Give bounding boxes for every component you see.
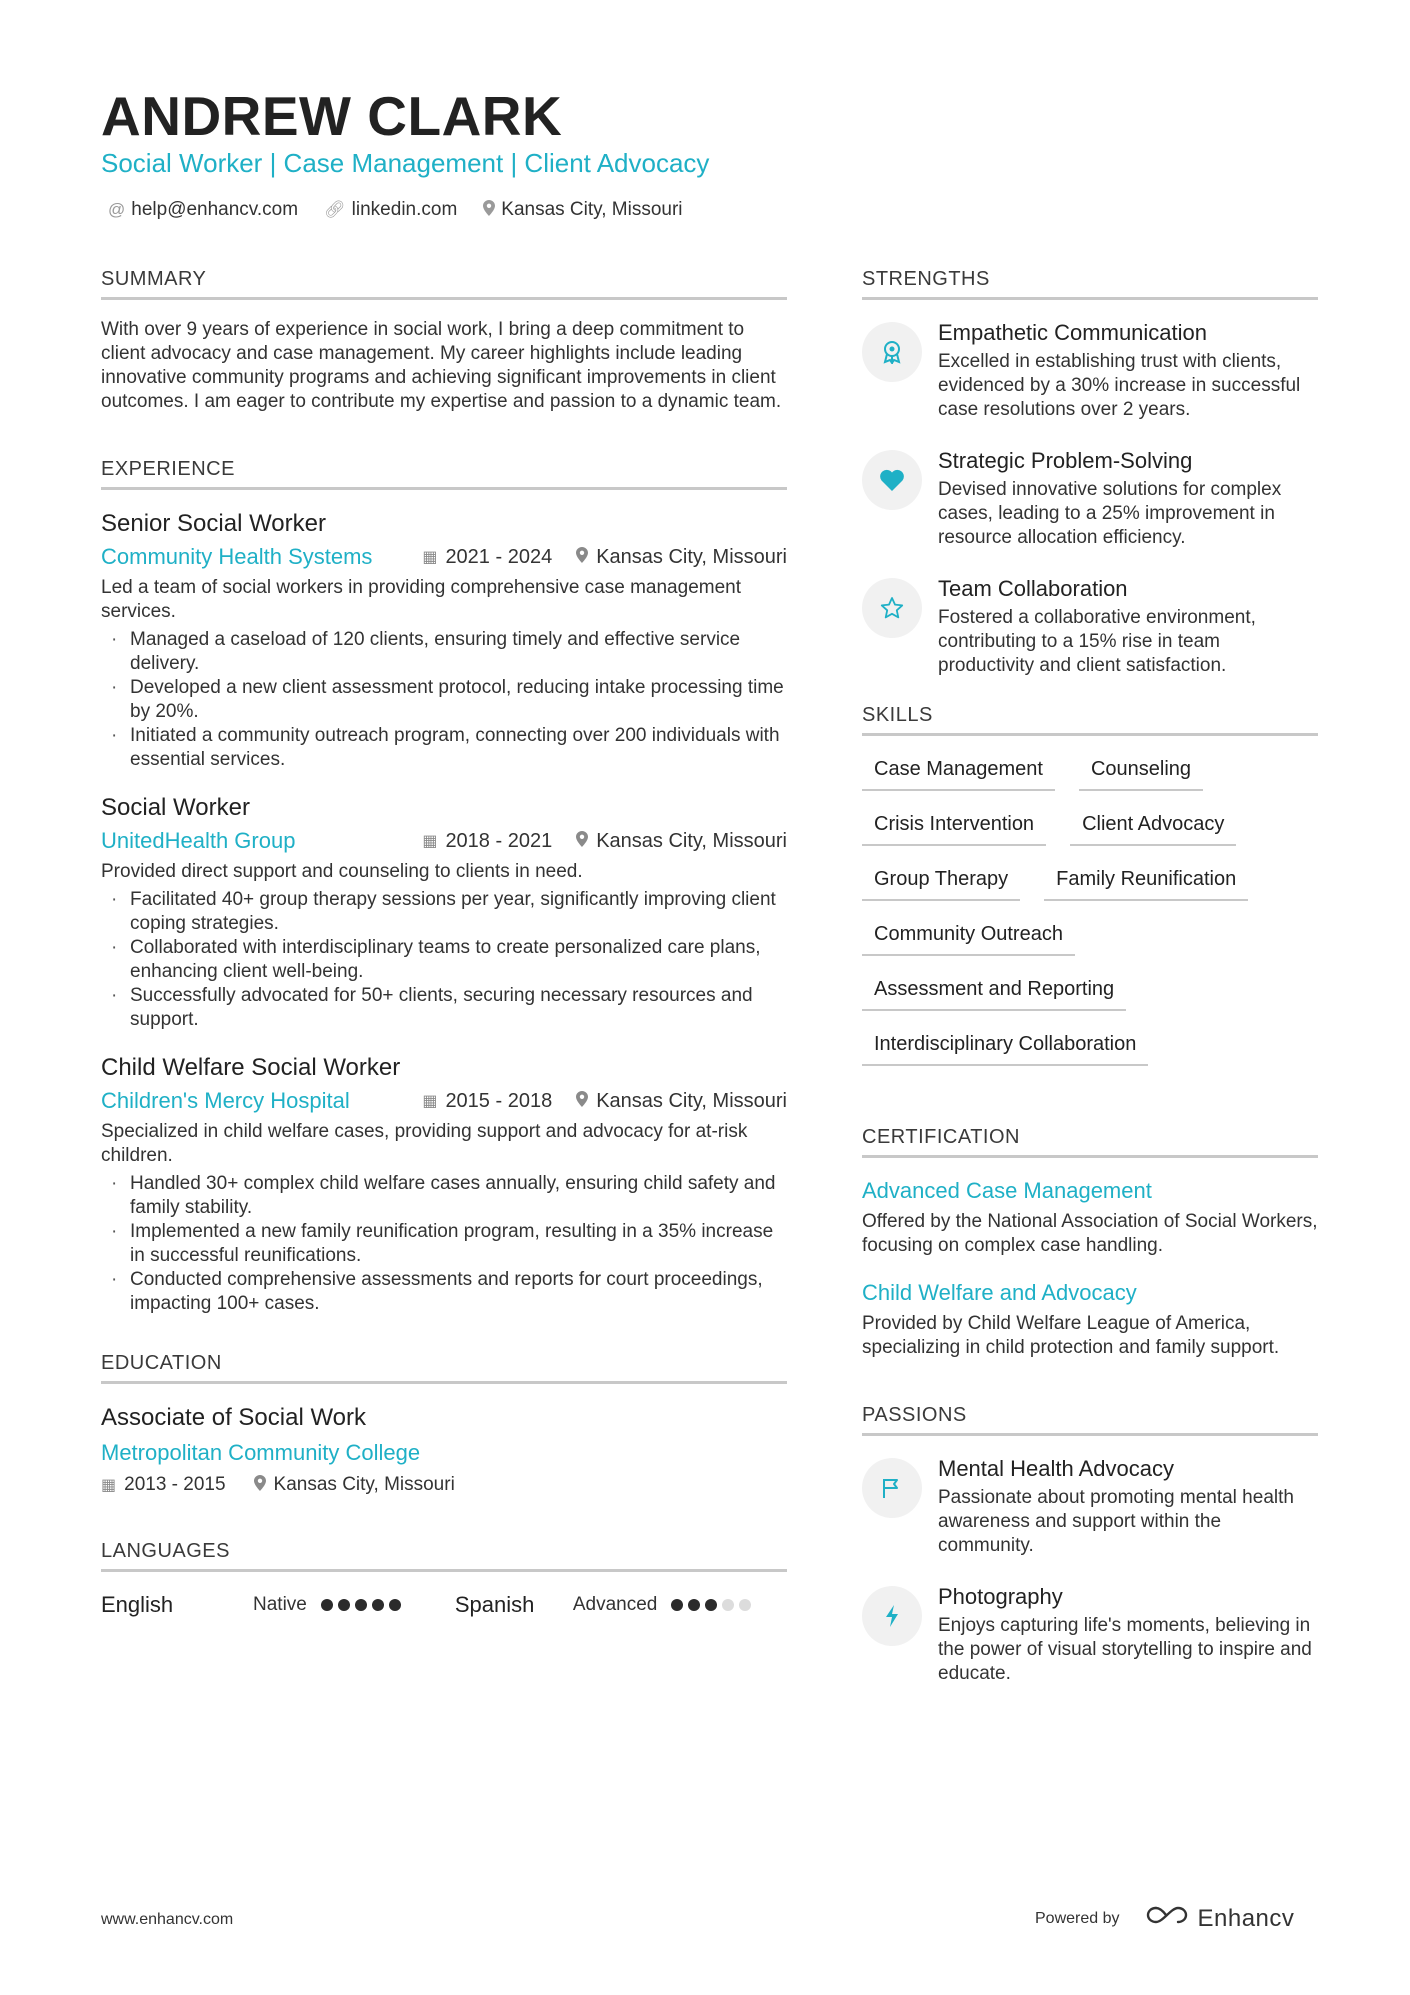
skill-tag: Case Management xyxy=(862,758,1055,791)
job-company: Children's Mercy Hospital xyxy=(101,1088,350,1113)
job-description: Led a team of social workers in providing comprehensive case management services. xyxy=(101,577,741,622)
job-meta xyxy=(101,828,787,854)
job-bullet: · Managed a caseload of 120 clients, ensuring timely and effective service delivery. xyxy=(101,628,787,676)
left-column xyxy=(101,268,787,1618)
job-dates: ▦ 2015 - 2018 xyxy=(422,1089,553,1112)
experience-heading: EXPERIENCE xyxy=(101,458,787,490)
job-location: Kansas City, Missouri xyxy=(576,546,787,569)
job-meta xyxy=(101,544,787,570)
job-bullet: · Conducted comprehensive assessments and reports for court proceedings, impacting 100+ cases. xyxy=(101,1268,787,1316)
passion-title: Mental Health Advocacy xyxy=(938,1456,1175,1481)
job-location: Kansas City, Missouri xyxy=(576,830,787,853)
certification-item xyxy=(862,1178,1318,1258)
candidate-title: Social Worker | Case Management | Client Advocacy xyxy=(101,148,710,178)
job-title: Social Worker xyxy=(101,794,250,821)
strength-item xyxy=(862,448,1318,550)
language-level: Advanced xyxy=(572,1594,658,1615)
contact-email-text: help@enhancv.com xyxy=(131,199,299,220)
footer-branding xyxy=(1035,1904,1294,1933)
job-location: Kansas City, Missouri xyxy=(576,1090,787,1113)
job-bullet: · Successfully advocated for 50+ clients, securing necessary resources and support. xyxy=(101,984,787,1032)
job-description: Provided direct support and counseling to clients in need. xyxy=(101,861,583,882)
rating-dot-filled xyxy=(372,1599,384,1611)
job-bullets xyxy=(101,1172,787,1316)
certification-section xyxy=(862,1126,1318,1360)
skill-tag: Family Reunification xyxy=(1044,868,1248,901)
skill-tag: Crisis Intervention xyxy=(862,813,1046,846)
contact-linkedin-text: linkedin.com xyxy=(351,199,458,220)
job-title: Senior Social Worker xyxy=(101,510,326,537)
contact-location xyxy=(483,199,682,221)
strength-text: Excelled in establishing trust with clients, evidenced by a 30% increase in successful case resolutions over 2 years. xyxy=(938,351,1301,420)
summary-section xyxy=(101,268,787,414)
skill-tag: Assessment and Reporting xyxy=(862,978,1126,1011)
contact-linkedin[interactable] xyxy=(324,199,457,221)
rating-dot-filled xyxy=(688,1599,700,1611)
job-description: Specialized in child welfare cases, providing support and advocacy for at-risk children. xyxy=(101,1121,748,1166)
rating-dot-filled xyxy=(705,1599,717,1611)
calendar-icon: ▦ xyxy=(422,1093,438,1110)
job-bullet: · Handled 30+ complex child welfare cases annually, ensuring child safety and family stability. xyxy=(101,1172,787,1220)
skills-section xyxy=(862,704,1318,1066)
languages-heading: LANGUAGES xyxy=(101,1540,787,1572)
job-bullet: · Developed a new client assessment protocol, reducing intake processing time by 20%. xyxy=(101,676,787,724)
job-bullet: · Collaborated with interdisciplinary teams to create personalized care plans, enhancing client well-being. xyxy=(101,936,787,984)
certification-title: Advanced Case Management xyxy=(862,1178,1152,1203)
flag-icon xyxy=(862,1458,922,1518)
rating-dot-empty xyxy=(739,1599,751,1611)
job-dates: ▦ 2021 - 2024 xyxy=(422,545,553,568)
job-bullet: · Facilitated 40+ group therapy sessions per year, significantly improving client coping strategies. xyxy=(101,888,787,936)
passion-item xyxy=(862,1584,1318,1686)
certification-text: Provided by Child Welfare League of America, specializing in child protection and family support. xyxy=(862,1313,1280,1358)
language-level: Native xyxy=(253,1594,307,1615)
experience-item xyxy=(101,794,787,1032)
education-section xyxy=(101,1352,787,1496)
rating-dot-empty xyxy=(722,1599,734,1611)
experience-item xyxy=(101,510,787,772)
rating-dot-filled xyxy=(321,1599,333,1611)
strength-title: Team Collaboration xyxy=(938,576,1128,601)
calendar-icon: ▦ xyxy=(422,549,438,566)
job-meta xyxy=(101,1088,787,1114)
location-icon xyxy=(254,1475,266,1496)
contact-email[interactable] xyxy=(108,199,298,221)
skills-list xyxy=(862,758,1318,1066)
strength-text: Devised innovative solutions for complex cases, leading to a 25% improvement in resource allocation efficiency. xyxy=(938,479,1282,548)
candidate-name: ANDREW CLARK xyxy=(101,85,563,147)
footer-website[interactable]: www.enhancv.com xyxy=(101,1911,234,1928)
job-bullets xyxy=(101,628,787,772)
education-degree: Associate of Social Work xyxy=(101,1404,366,1431)
certification-text: Offered by the National Association of Social Workers, focusing on complex case handling. xyxy=(862,1211,1318,1256)
rating-dot-filled xyxy=(338,1599,350,1611)
languages-row xyxy=(101,1592,787,1618)
right-column xyxy=(862,268,1318,1712)
strengths-heading: STRENGTHS xyxy=(862,268,1318,300)
job-company: UnitedHealth Group xyxy=(101,828,296,853)
job-bullet: · Implemented a new family reunification program, resulting in a 35% increase in successful reunifications. xyxy=(101,1220,787,1268)
certification-heading: CERTIFICATION xyxy=(862,1126,1318,1158)
education-heading: EDUCATION xyxy=(101,1352,787,1384)
passion-text: Passionate about promoting mental health awareness and support within the community. xyxy=(938,1487,1294,1556)
education-meta xyxy=(101,1474,787,1496)
at-icon: @ xyxy=(108,200,126,219)
passions-section xyxy=(862,1404,1318,1686)
location-icon xyxy=(576,831,588,852)
rating-dot-filled xyxy=(355,1599,367,1611)
summary-heading: SUMMARY xyxy=(101,268,787,300)
strength-text: Fostered a collaborative environment, contributing to a 15% rise in team productivity and client satisfaction. xyxy=(938,607,1256,676)
language-name: Spanish xyxy=(454,1592,535,1617)
certification-title: Child Welfare and Advocacy xyxy=(862,1280,1137,1305)
strengths-section xyxy=(862,268,1318,678)
skill-tag: Counseling xyxy=(1079,758,1203,791)
passion-title: Photography xyxy=(938,1584,1063,1609)
experience-item xyxy=(101,1054,787,1316)
skill-tag: Interdisciplinary Collaboration xyxy=(862,1033,1148,1066)
language-rating xyxy=(321,1599,401,1611)
skills-heading: SKILLS xyxy=(862,704,1318,736)
language-rating xyxy=(671,1599,751,1611)
powered-by-label: Powered by xyxy=(1035,1909,1120,1927)
heart-icon xyxy=(862,450,922,510)
location-icon xyxy=(576,547,588,568)
strength-title: Empathetic Communication xyxy=(938,320,1208,345)
job-title: Child Welfare Social Worker xyxy=(101,1054,401,1081)
job-bullets xyxy=(101,888,787,1032)
language-name: English xyxy=(101,1592,174,1617)
experience-section xyxy=(101,458,787,1316)
summary-text: With over 9 years of experience in social work, I bring a deep commitment to client advocacy and case management. My career highlights include leading innovative community programs and achieving significant improvements in client outcomes. I am eager to contribute my expertise and passion to a dynamic team. xyxy=(101,319,782,412)
contact-list xyxy=(108,199,683,221)
award-icon xyxy=(862,322,922,382)
strength-item xyxy=(862,320,1318,422)
rating-dot-filled xyxy=(671,1599,683,1611)
job-bullet: · Initiated a community outreach program, connecting over 200 individuals with essential services. xyxy=(101,724,787,772)
brand-name: Enhancv xyxy=(1197,1904,1295,1932)
calendar-icon: ▦ xyxy=(101,1477,117,1494)
languages-section xyxy=(101,1540,787,1618)
calendar-icon: ▦ xyxy=(422,833,438,850)
education-location: Kansas City, Missouri xyxy=(254,1474,455,1496)
skill-tag: Group Therapy xyxy=(862,868,1020,901)
strength-title: Strategic Problem-Solving xyxy=(938,448,1193,473)
location-icon xyxy=(483,200,495,221)
education-school: Metropolitan Community College xyxy=(101,1440,421,1465)
job-company: Community Health Systems xyxy=(101,544,373,569)
passion-item xyxy=(862,1456,1318,1558)
rating-dot-filled xyxy=(389,1599,401,1611)
link-icon: 🔗︎ xyxy=(324,200,346,219)
skill-tag: Client Advocacy xyxy=(1070,813,1236,846)
education-dates: ▦ 2013 - 2015 xyxy=(101,1474,226,1495)
skill-tag: Community Outreach xyxy=(862,923,1075,956)
job-dates: ▦ 2018 - 2021 xyxy=(422,829,553,852)
bolt-icon xyxy=(862,1586,922,1646)
certification-item xyxy=(862,1280,1318,1360)
location-icon xyxy=(576,1091,588,1112)
brand-logo[interactable] xyxy=(1144,1904,1295,1933)
passion-text: Enjoys capturing life's moments, believing in the power of visual storytelling to inspire and educate. xyxy=(938,1615,1312,1684)
infinity-icon xyxy=(1144,1904,1190,1933)
passions-heading: PASSIONS xyxy=(862,1404,1318,1436)
contact-location-text: Kansas City, Missouri xyxy=(501,199,683,220)
strength-item xyxy=(862,576,1318,678)
star-icon xyxy=(862,578,922,638)
